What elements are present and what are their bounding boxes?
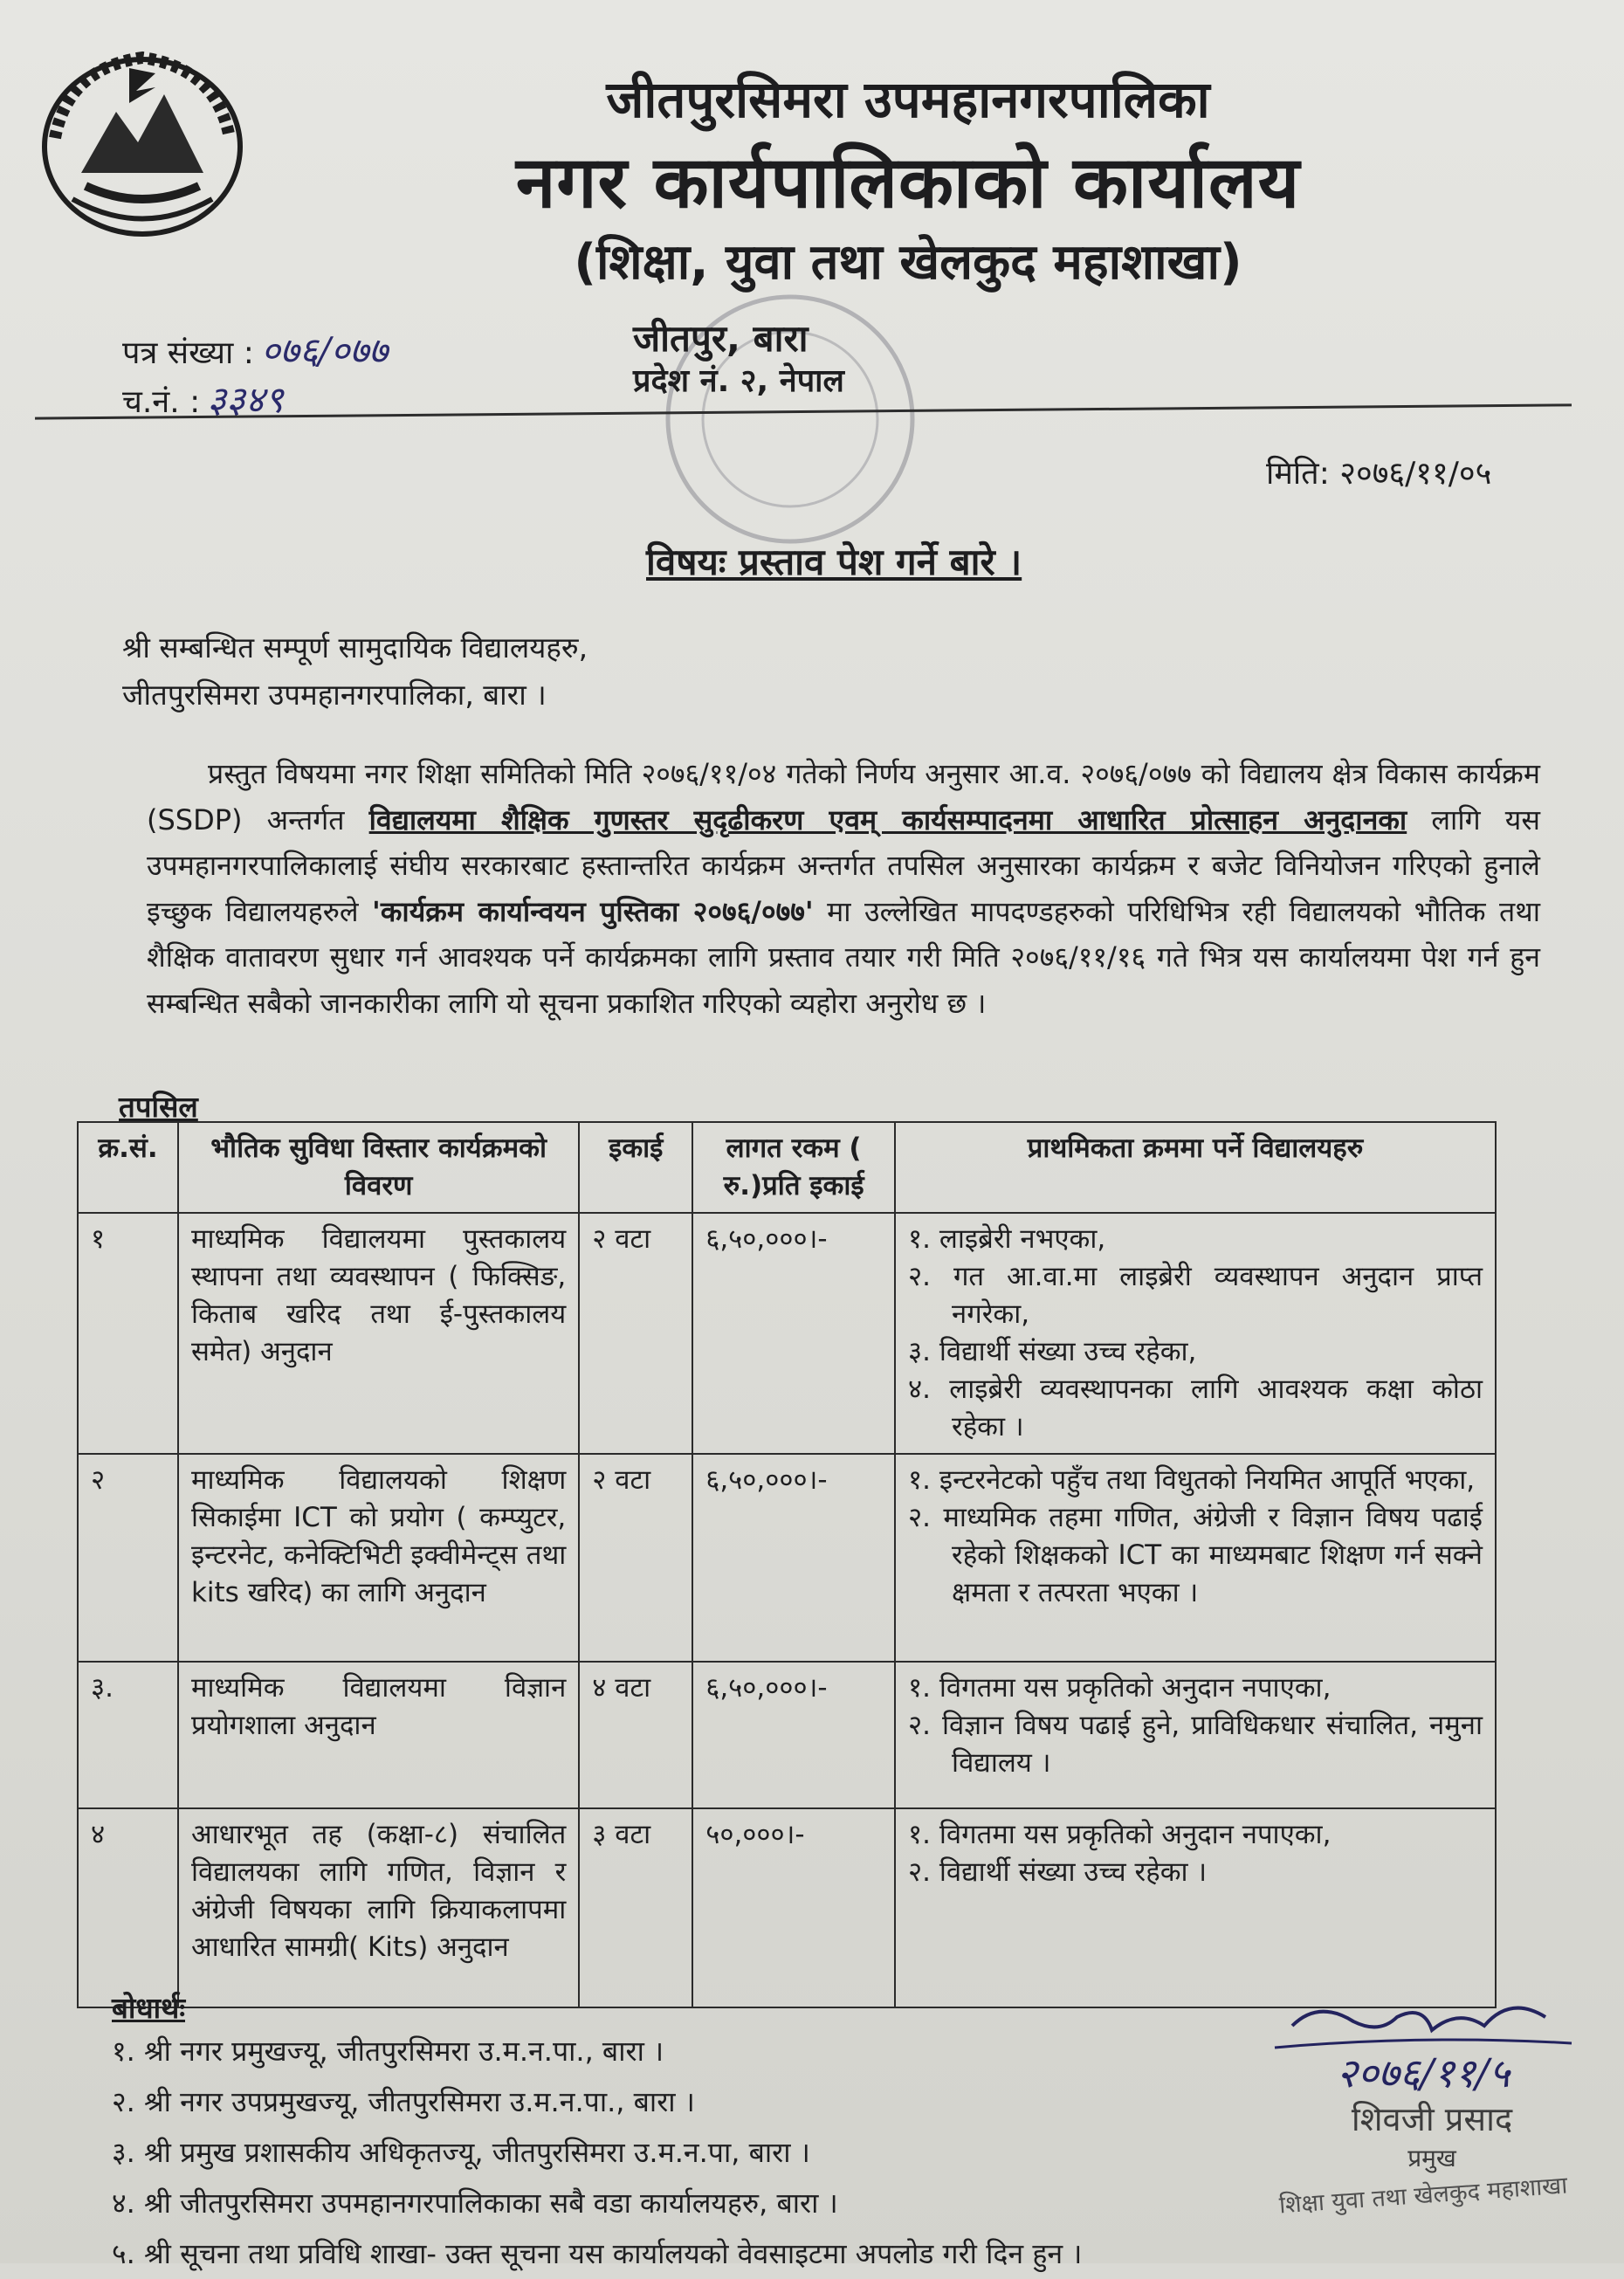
cell-description: माध्यमिक विद्यालयको शिक्षण सिकाईमा ICT को प्रयोग ( कम्प्युटर, इन्टरनेट, कनेक्टिभिटी इक्वीमेन्ट्स तथा kits खरिद) का लागि अनुदान: [178, 1454, 579, 1662]
recipient-line-1: श्री सम्बन्धित सम्पूर्ण सामुदायिक विद्यालयहरु,: [122, 630, 588, 664]
table-row: [78, 1662, 1496, 1808]
body-text-3: मा उल्लेखित मापदण्डहरुको परिधिभित्र रही विद्यालयको भौतिक तथा शैक्षिक वातावरण सुधार गर्न आवश्यक पर्ने कार्यक्रमका लागि प्रस्ताव तयार गरी मिति २०७६/११/१६ गते भित्र यस कार्यालयमा पेश गर्न हुन सम्बन्धित सबैको जानकारीका लागि यो सूचना प्रकाशित गरिएको व्यहोरा अनुरोध छ ।: [147, 894, 1541, 1020]
cc-item: ५. श्री सूचना तथा प्रविधि शाखा- उक्त सूचना यस कार्यालयको वेवसाइटमा अपलोड गरी दिन हुन ।: [112, 2237, 1083, 2270]
cell-cost: ६,५०,०००।-: [692, 1454, 895, 1662]
dispatch-number-value: ३३४९: [207, 378, 284, 421]
program-table: [77, 1121, 1497, 2008]
criteria-item: १. लाइब्रेरी नभएका,: [908, 1223, 1106, 1255]
col-header-cost: लागत रकम ( रु.)प्रति इकाई: [692, 1122, 895, 1213]
body-paragraph: [147, 751, 1540, 1026]
dispatch-number-label: च.नं. :: [122, 384, 201, 420]
office-title: नगर कार्यपालिकाको कार्यालय: [515, 141, 1301, 224]
cell-sn: ४: [78, 1808, 178, 2007]
criteria-item: १. विगतमा यस प्रकृतिको अनुदान नपाएका,: [908, 1672, 1332, 1704]
cell-priority: [895, 1662, 1496, 1808]
cell-cost: ६,५०,०००।-: [692, 1662, 895, 1808]
cell-unit: ३ वटा: [579, 1808, 692, 2007]
body-text-1: प्रस्तुत विषयमा नगर शिक्षा समितिको मिति २०७६/११/०४ गतेको निर्णय अनुसार आ.व. २०७६/०७७ को विद्यालय क्षेत्र विकास कार्यक्रम (SSDP) अन्तर्गत: [147, 757, 1540, 837]
body-booklet-title: 'कार्यक्रम कार्यान्वयन पुस्तिका २०७६/०७७': [372, 894, 814, 928]
col-header-sn: क्र.सं.: [78, 1122, 178, 1213]
letter-number-value: ०७६/०७७: [260, 329, 389, 372]
cell-priority: [895, 1213, 1496, 1454]
cc-item: २. श्री नगर उपप्रमुखज्यू, जीतपुरसिमरा उ.म.न.पा., बारा ।: [112, 2085, 695, 2118]
cc-item: १. श्री नगर प्रमुखज्यू, जीतपुरसिमरा उ.म.न.पा., बारा ।: [112, 2035, 664, 2068]
signature-date: २०७६/११/५: [1336, 2049, 1510, 2097]
signatory-role: प्रमुख: [1407, 2144, 1456, 2172]
schedule-label: तपसिल: [119, 1090, 198, 1124]
criteria-item: १. विगतमा यस प्रकृतिको अनुदान नपाएका,: [908, 1819, 1332, 1850]
letter-subject: विषयः प्रस्ताव पेश गर्ने बारे ।: [646, 540, 1022, 583]
table-row: [78, 1454, 1496, 1662]
body-program-title: विद्यालयमा शैक्षिक गुणस्तर सुदृढीकरण एवम् कार्यसम्पादनमा आधारित प्रोत्साहन अनुदानका: [368, 802, 1407, 837]
letter-number-label: पत्र संख्या :: [122, 335, 254, 371]
cell-unit: २ वटा: [579, 1213, 692, 1454]
criteria-item: ४. लाइब्रेरी व्यवस्थापनका लागि आवश्यक कक्षा कोठा रहेका ।: [908, 1374, 1483, 1442]
col-header-description: भौतिक सुविधा विस्तार कार्यक्रमको विवरण: [178, 1122, 579, 1213]
criteria-item: २. माध्यमिक तहमा गणित, अंग्रेजी र विज्ञान विषय पढाई रहेको शिक्षकको ICT का माध्यमबाट शिक्षण गर्न सक्ने क्षमता र तत्परता भएका ।: [908, 1502, 1483, 1608]
table-row: [78, 1808, 1496, 2007]
criteria-item: १. इन्टरनेटको पहुँच तथा विधुतको नियमित आपूर्ति भएका,: [908, 1464, 1476, 1496]
criteria-item: ३. विद्यार्थी संख्या उच्च रहेका,: [908, 1336, 1197, 1367]
signatory-office: शिक्षा युवा तथा खेलकुद महाशाखा: [1278, 2172, 1569, 2220]
cell-sn: ३.: [78, 1662, 178, 1808]
cc-item: ३. श्री प्रमुख प्रशासकीय अधिकृतज्यू, जीतपुरसिमरा उ.म.न.पा, बारा ।: [112, 2136, 810, 2169]
cell-cost: ६,५०,०००।-: [692, 1213, 895, 1454]
col-header-priority: प्राथमिकता क्रममा पर्ने विद्यालयहरु: [895, 1122, 1496, 1213]
cell-description: माध्यमिक विद्यालयमा पुस्तकालय स्थापना तथा व्यवस्थापन ( फिक्सिङ, किताब खरिद तथा ई-पुस्तकालय समेत) अनुदान: [178, 1213, 579, 1454]
table-row: [78, 1213, 1496, 1454]
cc-list: [112, 2026, 1082, 2279]
cell-description: माध्यमिक विद्यालयमा विज्ञान प्रयोगशाला अनुदान: [178, 1662, 579, 1808]
recipient-line-2: जीतपुरसिमरा उपमहानगरपालिका, बारा ।: [122, 678, 547, 712]
cc-item: ४. श्री जीतपुरसिमरा उपमहानगरपालिकाका सबै वडा कार्यालयहरु, बारा ।: [112, 2186, 838, 2220]
letter-number: [122, 325, 388, 375]
division-title: (शिक्षा, युवा तथा खेलकुद महाशाखा): [574, 234, 1242, 291]
col-header-unit: इकाई: [579, 1122, 692, 1213]
cell-unit: ४ वटा: [579, 1662, 692, 1808]
table-header-row: [78, 1122, 1496, 1213]
cell-description: आधारभूत तह (कक्षा-८) संचालित विद्यालयका लागि गणित, विज्ञान र अंग्रेजी विषयका लागि क्रियाकलापमा आधारित सामग्री( Kits) अनुदान: [178, 1808, 579, 2007]
municipality-name: जीतपुरसिमरा उपमहानगरपालिका: [606, 70, 1210, 129]
criteria-item: २. विद्यार्थी संख्या उच्च रहेका ।: [908, 1856, 1208, 1888]
office-address-province: प्रदेश नं. २, नेपाल: [633, 363, 844, 399]
cell-cost: ५०,०००।-: [692, 1808, 895, 2007]
cc-label: बोधार्थः: [112, 1991, 185, 2025]
signatory-name: शिवजी प्रसाद: [1351, 2100, 1513, 2138]
cell-sn: २: [78, 1454, 178, 1662]
office-address-city: जीतपुर, बारा: [633, 317, 809, 360]
cell-unit: २ वटा: [579, 1454, 692, 1662]
letter-date: मिति: २०७६/११/०५: [1266, 456, 1492, 492]
cell-priority: [895, 1808, 1496, 2007]
body-text-2: लागि यस उपमहानगरपालिकालाई संघीय सरकारबाट हस्तान्तरित कार्यक्रम अन्तर्गत तपसिल अनुसारका कार्यक्रम र बजेट विनियोजन गरिएको हुनाले इच्छुक विद्यालयहरुले: [147, 802, 1540, 928]
criteria-item: २. गत आ.वा.मा लाइब्रेरी व्यवस्थापन अनुदान प्राप्त नगरेका,: [908, 1261, 1483, 1330]
cell-priority: [895, 1454, 1496, 1662]
criteria-item: २. विज्ञान विषय पढाई हुने, प्राविधिकधार संचालित, नमुना विद्यालय ।: [908, 1710, 1483, 1779]
cell-sn: १: [78, 1213, 178, 1454]
